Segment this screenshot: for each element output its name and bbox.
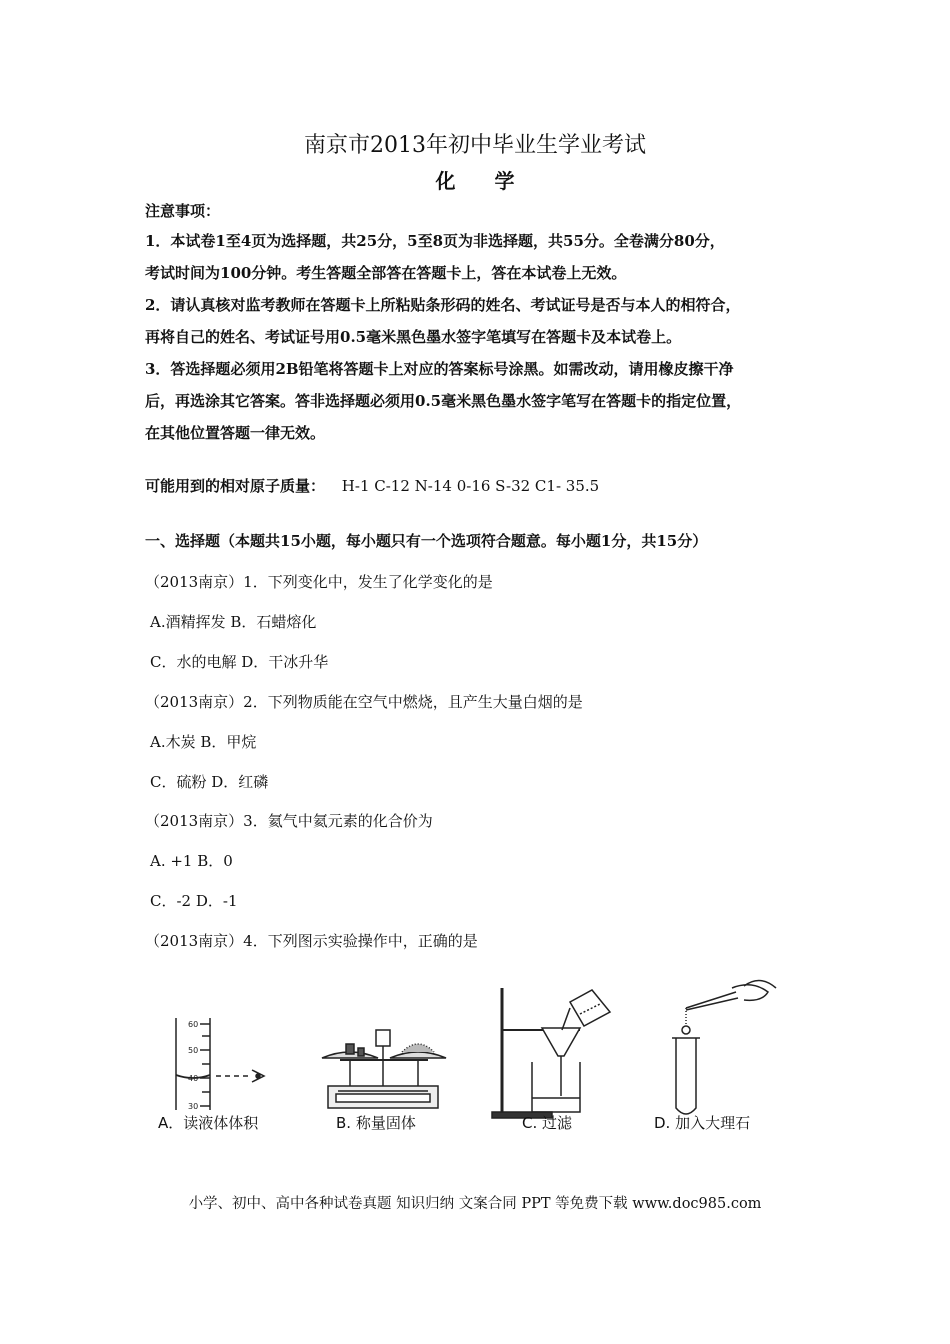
notice-line: 在其他位置答题一律无效。 [145,424,326,442]
notice-line: 3．答选择题必须用2B铅笔将答题卡上对应的答案标号涂黑。如需改动，请用橡皮擦干净 [145,360,734,378]
question-stem: （2013南京）4．下列图示实验操作中，正确的是 [145,932,478,950]
figure-caption-c: C. 过滤 [522,1114,573,1132]
figure-caption-b: B. 称量固体 [336,1114,416,1132]
question-options: C．硫粉 D．红磷 [150,773,269,791]
question-stem: （2013南京）1．下列变化中，发生了化学变化的是 [145,573,493,591]
cylinder-tick-label: 40 [188,1074,199,1083]
cylinder-tick-label: 30 [188,1102,199,1111]
test-tube-icon [672,980,776,1114]
graduated-cylinder-icon [176,1018,264,1110]
question-stem: （2013南京）3．氦气中氦元素的化合价为 [145,812,433,830]
balance-icon [322,1030,446,1108]
cylinder-tick-label: 60 [188,1020,199,1029]
page-title: 南京市2013年初中毕业生学业考试 [304,133,646,158]
section-heading: 一、选择题（本题共15小题，每小题只有一个选项符合题意。每小题1分，共15分） [145,532,708,550]
notice-line: 再将自己的姓名、考试证号用0.5毫米黑色墨水签字笔填写在答题卡及本试卷上。 [145,328,682,346]
question-options: C．水的电解 D．干冰升华 [150,653,329,671]
notice-line: 1．本试卷1至4页为选择题，共25分，5至8页为非选择题，共55分。全卷满分80分， [145,232,725,250]
question-options: A.酒精挥发 B．石蜡熔化 [150,613,317,631]
filtration-setup-icon [492,988,610,1118]
atomic-mass-label: 可能用到的相对原子质量： [145,477,326,495]
question-options: C．-2 D．-1 [150,892,238,910]
figure-caption-a: A．读液体体积 [158,1114,259,1132]
question-stem: （2013南京）2．下列物质能在空气中燃烧，且产生大量白烟的是 [145,693,583,711]
notice-line: 后，再选涂其它答案。答非选择题必须用0.5毫米黑色墨水签字笔写在答题卡的指定位置， [145,392,742,410]
notice-heading: 注意事项： [145,202,221,220]
notice-line: 2．请认真核对监考教师在答题卡上所粘贴条形码的姓名、考试证号是否与本人的相符合， [145,296,741,314]
question-options: A.木炭 B．甲烷 [150,733,257,751]
atomic-mass-line [145,475,599,496]
figure-caption-d: D. 加入大理石 [654,1114,751,1132]
cylinder-tick-label: 50 [188,1046,199,1055]
notice-line: 考试时间为100分钟。考生答题全部答在答题卡上，答在本试卷上无效。 [145,264,627,282]
atomic-mass-values: H-1 C-12 N-14 0-16 S-32 C1- 35.5 [341,477,600,495]
subject-title: 化 学 [435,169,531,193]
question-options: A. +1 B．0 [150,852,233,870]
footer-text: 小学、初中、高中各种试卷真题 知识归纳 文案合同 PPT 等免费下载 www.doc985.com [188,1196,762,1212]
